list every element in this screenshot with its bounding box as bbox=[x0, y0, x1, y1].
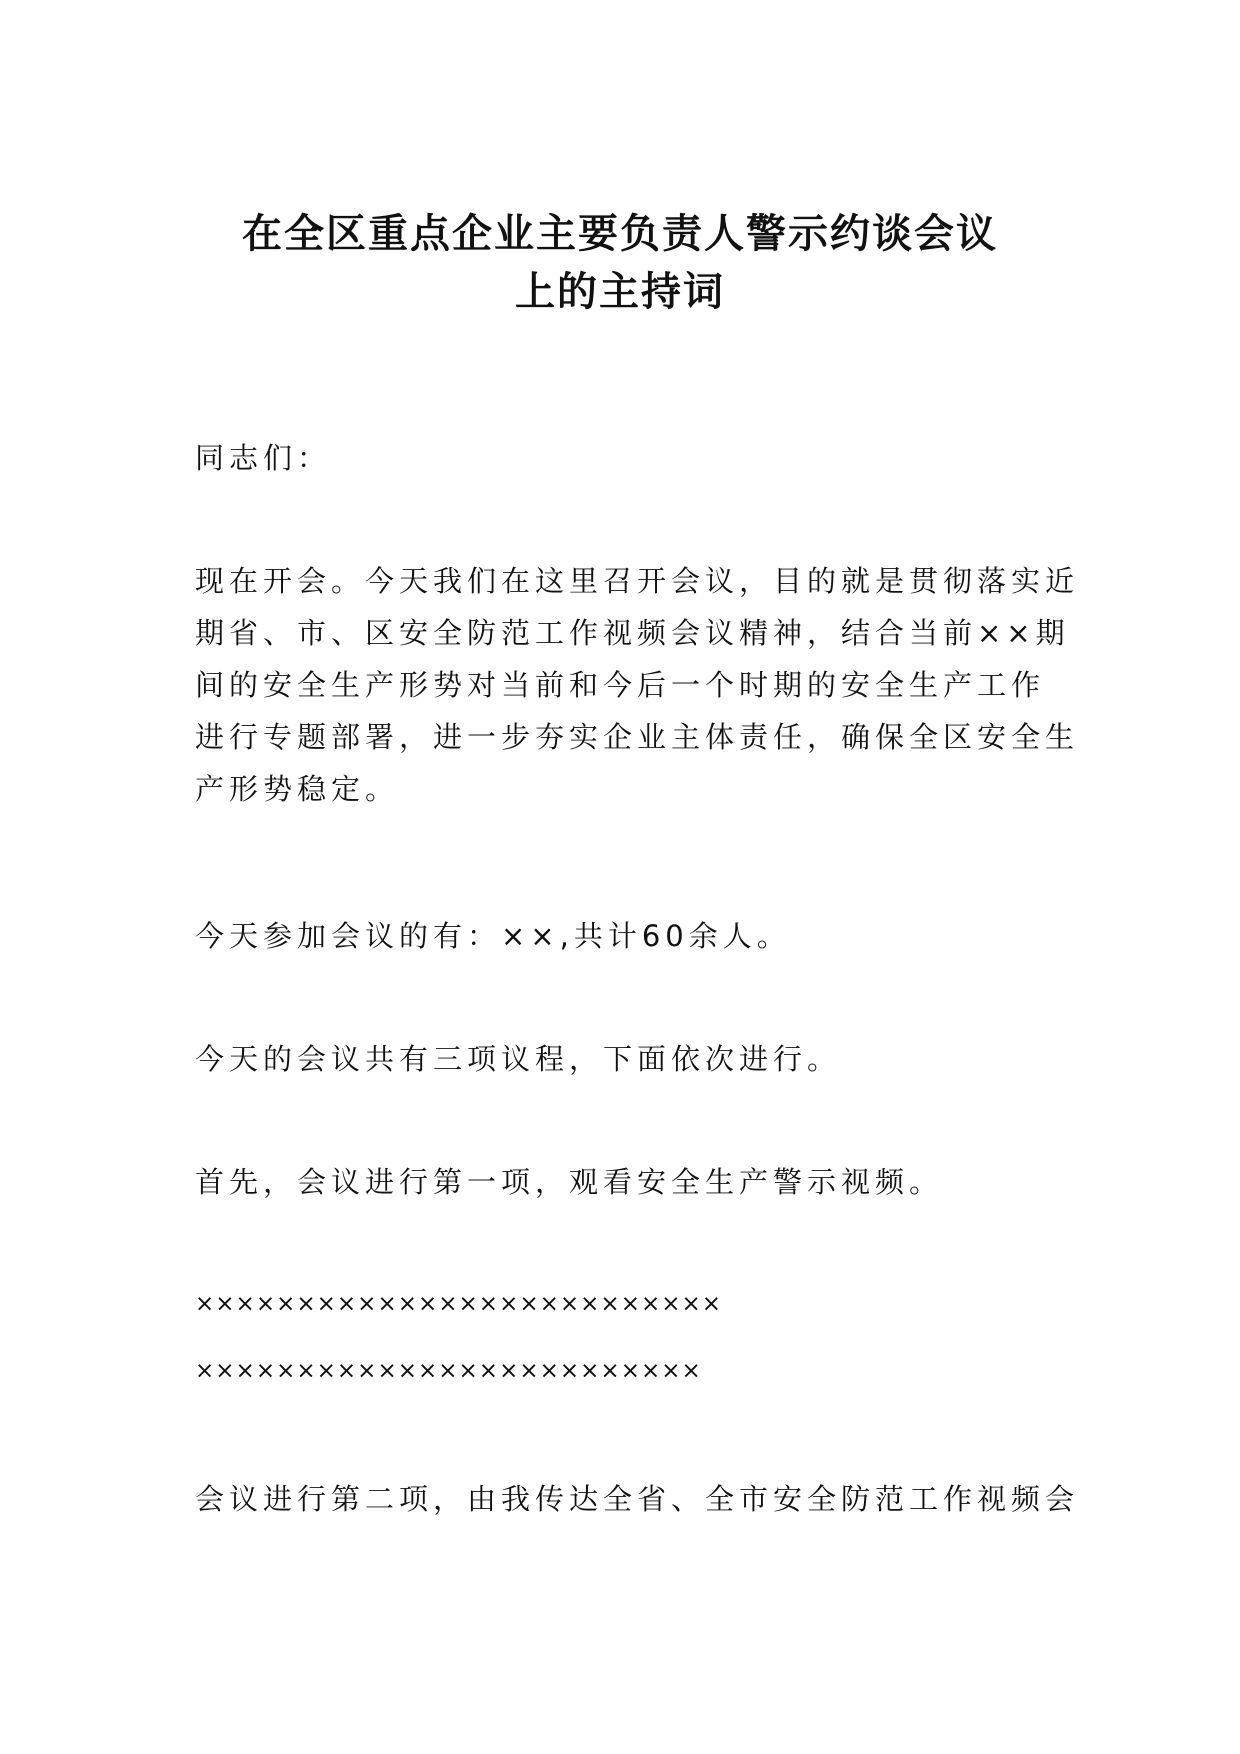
paragraph-line: 现在开会。今天我们在这里召开会议，目的就是贯彻落实近 bbox=[195, 564, 1080, 598]
paragraph-opening bbox=[195, 564, 1080, 806]
paragraph-line: 间的安全生产形势对当前和今后一个时期的安全生产工作 bbox=[195, 668, 1046, 702]
placeholder-line: ××××××××××××××××××××××××× bbox=[195, 1358, 702, 1384]
paragraph-line: 期省、市、区安全防范工作视频会议精神，结合当前××期 bbox=[195, 616, 1070, 650]
paragraph-line: 产形势稳定。 bbox=[195, 772, 400, 806]
paragraph-line: 进行专题部署，进一步夯实企业主体责任，确保全区安全生 bbox=[195, 720, 1080, 754]
paragraph-agenda: 今天的会议共有三项议程，下面依次进行。 bbox=[195, 1042, 842, 1076]
salutation: 同志们： bbox=[195, 441, 332, 475]
document-title-line-2: 上的主持词 bbox=[515, 269, 725, 315]
paragraph-item-one: 首先，会议进行第一项，观看安全生产警示视频。 bbox=[195, 1165, 944, 1199]
document-title-line-1: 在全区重点企业主要负责人警示约谈会议 bbox=[242, 211, 998, 257]
paragraph-attendance: 今天参加会议的有：××,共计60余人。 bbox=[195, 919, 791, 953]
paragraph-item-two: 会议进行第二项，由我传达全省、全市安全防范工作视频会 bbox=[195, 1482, 1080, 1516]
placeholder-line: ×××××××××××××××××××××××××× bbox=[195, 1291, 723, 1317]
